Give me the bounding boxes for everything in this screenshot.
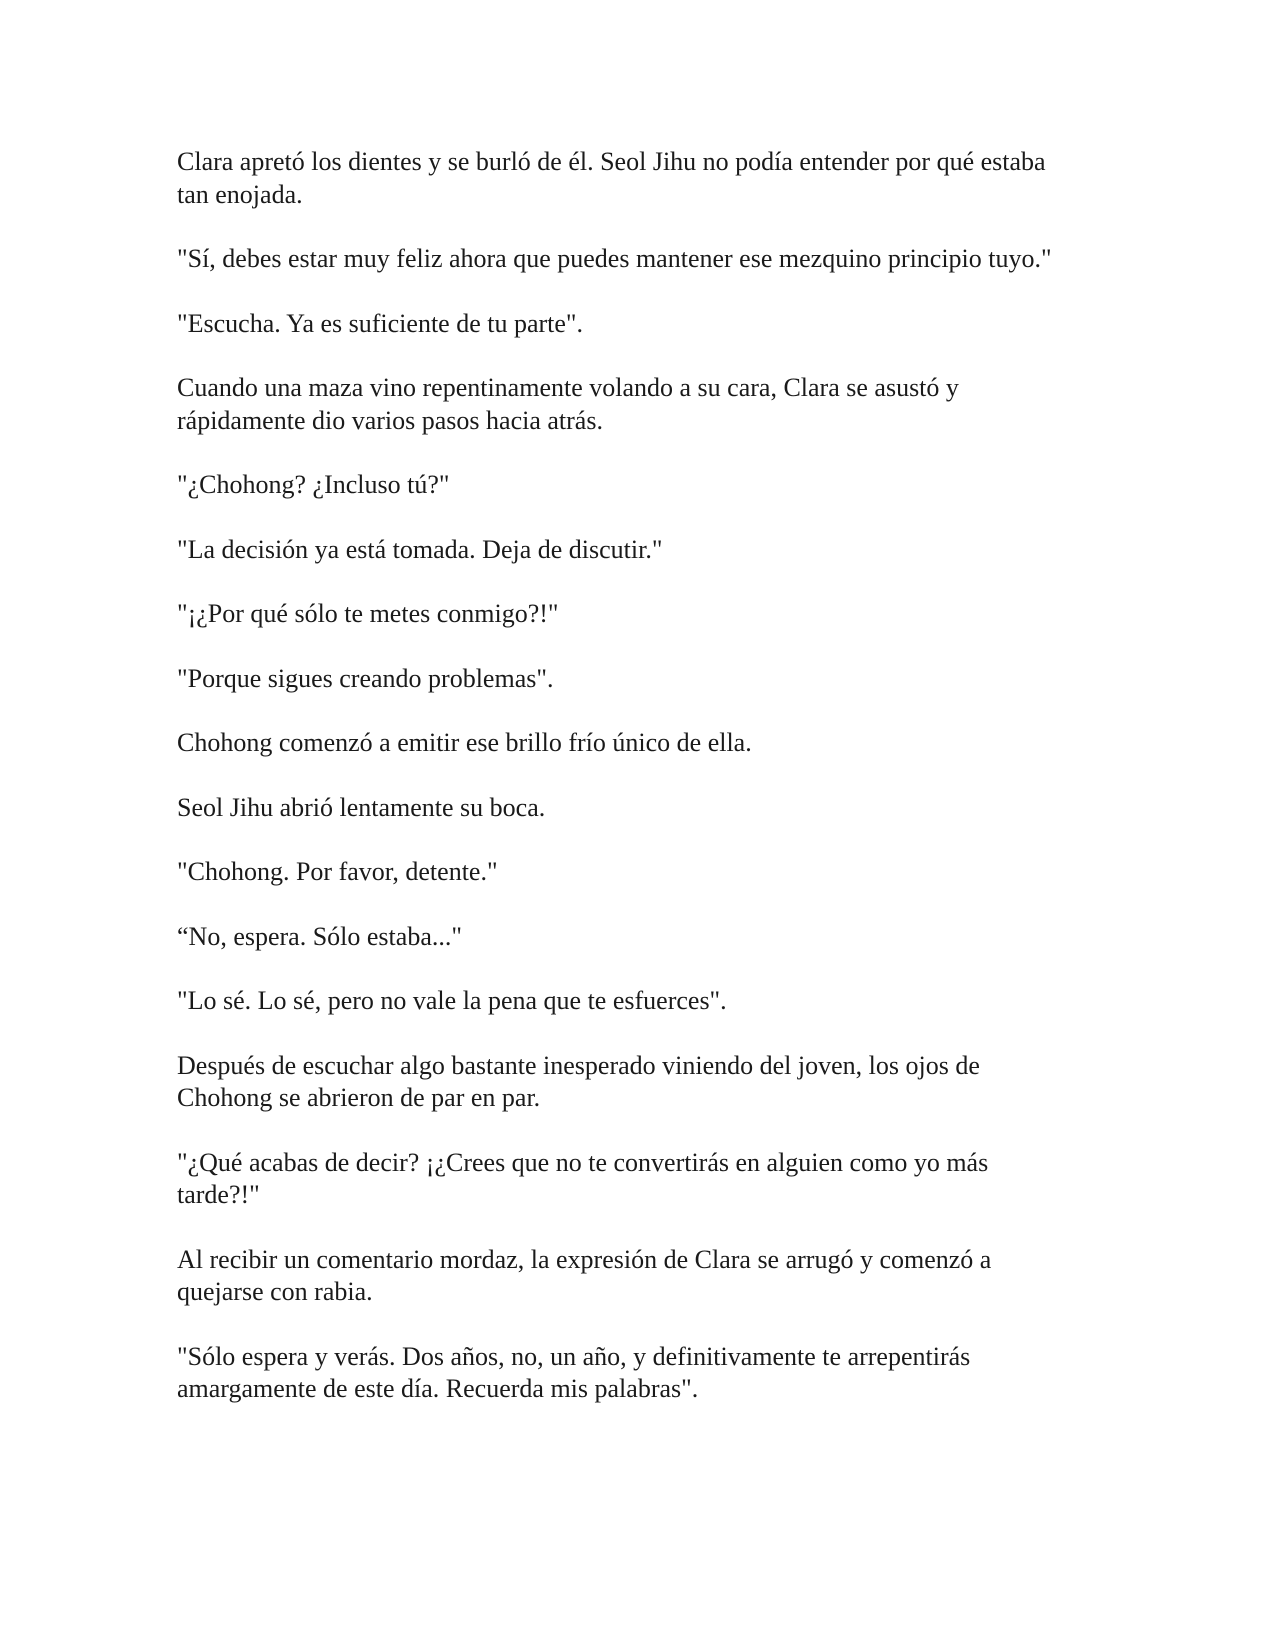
paragraph: Al recibir un comentario mordaz, la expresión de Clara se arrugó y comenzó a quejarse con rabia. — [177, 1244, 992, 1306]
paragraph: "Lo sé. Lo sé, pero no vale la pena que te esfuerces". — [177, 986, 727, 1015]
paragraph: "La decisión ya está tomada. Deja de discutir." — [177, 534, 663, 564]
paragraph: "Escucha. Ya es suficiente de tu parte". — [177, 308, 584, 338]
paragraph: "¿Qué acabas de decir? ¡¿Crees que no te convertirás en alguien como yo más tarde?!" — [177, 1147, 989, 1209]
paragraph: Seol Jihu abrió lentamente su boca. — [177, 792, 546, 822]
paragraph: "Porque sigues creando problemas". — [177, 663, 554, 693]
paragraph: Cuando una maza vino repentinamente volando a su cara, Clara se asustó y rápidamente dio varios pasos hacia atrás. — [177, 373, 959, 435]
paragraph: Clara apretó los dientes y se burló de él. Seol Jihu no podía entender por qué estaba tan enojada. — [177, 147, 1046, 209]
paragraph: Chohong comenzó a emitir ese brillo frío único de ella. — [177, 728, 752, 757]
paragraph: "¿Chohong? ¿Incluso tú?" — [177, 470, 450, 499]
document-body — [177, 146, 1077, 1438]
paragraph: "¡¿Por qué sólo te metes conmigo?!" — [177, 599, 559, 628]
paragraph: "Sólo espera y verás. Dos años, no, un año, y definitivamente te arrepentirás amargamente de este día. Recuerda mis palabras". — [177, 1341, 971, 1403]
paragraph: "Sí, debes estar muy feliz ahora que puedes mantener ese mezquino principio tuyo." — [177, 244, 1052, 273]
paragraph: Después de escuchar algo bastante inesperado viniendo del joven, los ojos de Chohong se abrieron de par en par. — [177, 1050, 980, 1112]
paragraph: "Chohong. Por favor, detente." — [177, 857, 498, 886]
paragraph: “No, espera. Sólo estaba..." — [177, 921, 462, 951]
